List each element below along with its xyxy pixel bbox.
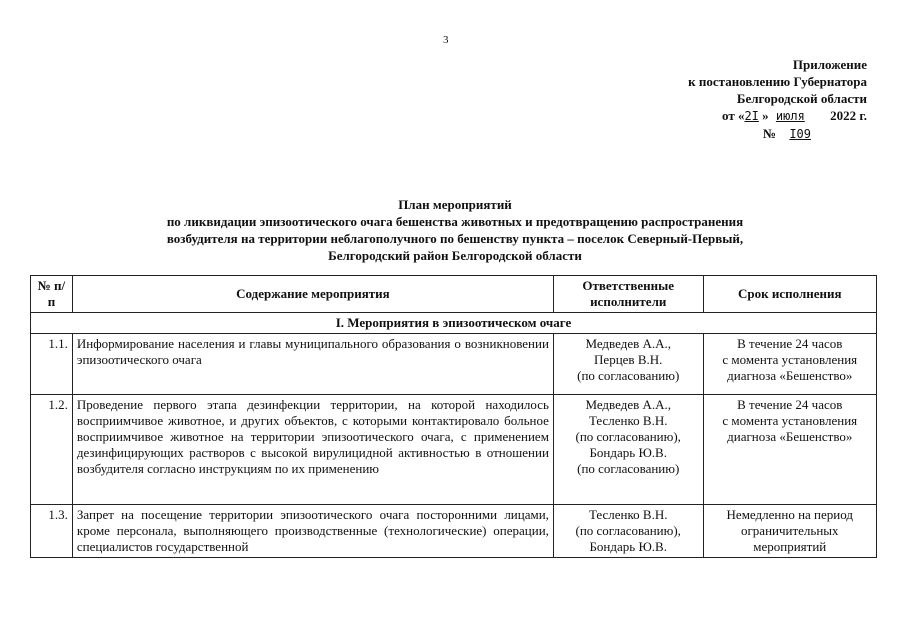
term-line: с момента установления [722,352,858,367]
appendix-line-1: Приложение [792,57,867,72]
row-content: Проведение первого этапа дезинфекции территории, на которой находилось восприимчивое животное, и других объектов, с которыми контактировало больное восприимчивое животное на территории эпизоотического очага, с применением дезинфицирующих растворов с высокой вирулицидной активностью в отношении возбудителя согласно инструкциям по их применению [72,395,553,505]
page-number: 3 [443,34,449,46]
header-content: Содержание мероприятия [72,276,553,313]
responsible-line: Медведев А.А., [585,336,671,351]
term-line: Немедленно на период [726,507,853,522]
document-title [40,196,870,264]
title-line-4: Белгородский район Белгородской области [328,248,582,263]
term-line: ограничительных [740,523,839,538]
row-num: 1.2. [31,395,73,505]
row-responsible [553,395,703,505]
appendix-number [647,125,867,143]
row-responsible [553,505,703,558]
section-title: I. Мероприятия в эпизоотическом очаге [31,313,877,334]
table-row [31,334,877,395]
date-prefix: от « [721,108,745,123]
row-content: Запрет на посещение территории эпизоотического очага посторонними лицами, кроме персонала, выполняющего производственные (технологические) операции, специалистов государственной [72,505,553,558]
date-mid: » [762,108,769,123]
responsible-line: (по согласованию) [577,461,680,476]
title-line-2: по ликвидации эпизоотического очага бешенства животных и предотвращению распространения [166,214,744,229]
responsible-line: Медведев А.А., [585,397,671,412]
table-header-row [31,276,877,313]
appendix-block [647,56,867,143]
number-value: I09 [789,127,811,141]
term-line: с момента установления [722,413,858,428]
date-month: июля [775,109,805,123]
number-prefix: № [762,126,777,141]
row-term [703,395,876,505]
responsible-line: Перцев В.Н. [594,352,663,367]
title-line-3: возбудителя на территории неблагополучного по бешенству пункта – поселок Северный-Первый, [166,231,744,246]
responsible-line: (по согласованию) [577,368,680,383]
row-term [703,334,876,395]
appendix-line-3: Белгородской области [736,91,867,106]
responsible-line: Бондарь Ю.В. [589,539,667,554]
term-line: В течение 24 часов [737,336,843,351]
term-line: мероприятий [753,539,827,554]
row-term [703,505,876,558]
row-responsible [553,334,703,395]
section-row [31,313,877,334]
title-line-1: План мероприятий [398,197,512,212]
responsible-line: Тесленко В.Н. [588,413,668,428]
row-content: Информирование населения и главы муниципального образования о возникновении эпизоотического очага [72,334,553,395]
header-num: № п/п [31,276,73,313]
plan-table [30,275,877,558]
appendix-line-2: к постановлению Губернатора [688,74,867,89]
responsible-line: (по согласованию), [575,523,681,538]
date-day: 2I [744,109,759,123]
term-line: диагноза «Бешенство» [727,368,853,383]
header-responsible: Ответственные исполнители [553,276,703,313]
header-term: Срок исполнения [703,276,876,313]
responsible-line: (по согласованию), [575,429,681,444]
term-line: В течение 24 часов [737,397,843,412]
table-row [31,505,877,558]
row-num: 1.1. [31,334,73,395]
date-year: 2022 г. [830,108,867,123]
responsible-line: Бондарь Ю.В. [589,445,667,460]
responsible-line: Тесленко В.Н. [588,507,668,522]
appendix-date [647,107,867,125]
term-line: диагноза «Бешенство» [727,429,853,444]
row-num: 1.3. [31,505,73,558]
table-row [31,395,877,505]
